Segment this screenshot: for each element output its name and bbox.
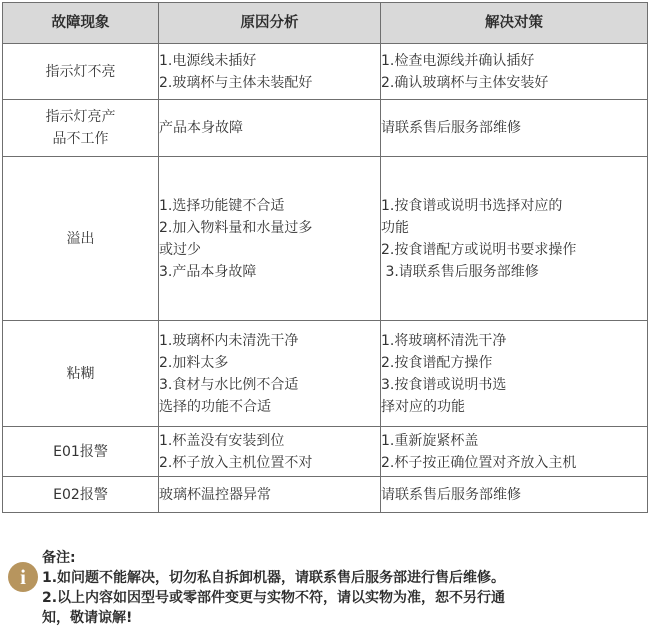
notes-title: 备注: — [42, 550, 76, 566]
symptom-line: E01报警 — [53, 443, 108, 460]
cause-cell — [159, 100, 381, 157]
cause-line: 1.玻璃杯内未清洗干净 — [159, 332, 299, 349]
cause-line: 2.杯子放入主机位置不对 — [159, 454, 313, 471]
symptom-line: 指示灯不亮 — [45, 63, 116, 80]
cause-line: 1.选择功能键不合适 — [159, 197, 285, 214]
notes-section — [8, 548, 643, 628]
troubleshooting-table — [2, 2, 648, 513]
note-line: 1.如问题不能解决，切勿私自拆卸机器，请联系售后服务部进行售后维修。 — [42, 570, 506, 586]
solution-line: 1.按食谱或说明书选择对应的 — [381, 197, 563, 214]
solution-line: 1.将玻璃杯清洗干净 — [381, 332, 507, 349]
cause-line: 2.加入物料量和水量过多 — [159, 219, 313, 236]
symptom-cell — [3, 427, 159, 477]
solution-cell — [381, 100, 648, 157]
cause-line: 选择的功能不合适 — [159, 398, 271, 415]
solution-line: 功能 — [381, 219, 409, 236]
solution-line: 2.按食谱配方或说明书要求操作 — [381, 241, 577, 258]
solution-line: 3.请联系售后服务部维修 — [381, 263, 539, 280]
table-header-row — [3, 3, 648, 44]
solution-line: 择对应的功能 — [381, 398, 465, 415]
symptom-cell — [3, 477, 159, 513]
symptom-line: 品不工作 — [52, 131, 109, 147]
symptom-cell — [3, 321, 159, 427]
note-line: 2.以上内容如因型号或零部件变更与实物不符，请以实物为准，恕不另行通 — [42, 590, 506, 606]
cause-cell — [159, 157, 381, 321]
solution-line: 2.确认玻璃杯与主体安装好 — [381, 74, 549, 91]
cause-line: 2.玻璃杯与主体未装配好 — [159, 74, 313, 91]
cause-line: 1.杯盖没有安装到位 — [159, 432, 285, 449]
solution-cell — [381, 321, 648, 427]
cause-cell — [159, 321, 381, 427]
symptom-cell — [3, 100, 159, 157]
symptom-cell — [3, 157, 159, 321]
info-icon: i — [8, 562, 38, 592]
cause-line: 3.食材与水比例不合适 — [159, 376, 299, 393]
cause-cell — [159, 44, 381, 100]
cause-cell — [159, 427, 381, 477]
symptom-line: E02报警 — [53, 486, 108, 503]
symptom-line: 指示灯亮产 — [45, 109, 116, 125]
cause-cell — [159, 477, 381, 513]
cause-line: 2.加料太多 — [159, 354, 229, 371]
solution-cell — [381, 44, 648, 100]
table-row — [3, 44, 648, 100]
note-line: 知，敬请谅解! — [42, 610, 133, 626]
header-cause: 原因分析 — [159, 3, 381, 44]
cause-line: 1.电源线未插好 — [159, 52, 257, 69]
header-symptom: 故障现象 — [3, 3, 159, 44]
solution-line: 2.杯子按正确位置对齐放入主机 — [381, 454, 577, 471]
table-row — [3, 321, 648, 427]
table-row — [3, 157, 648, 321]
solution-line: 3.按食谱或说明书选 — [381, 376, 507, 393]
cause-line: 或过少 — [159, 241, 201, 258]
solution-cell — [381, 477, 648, 513]
cause-line: 玻璃杯温控器异常 — [159, 486, 271, 503]
solution-line: 请联系售后服务部维修 — [381, 120, 521, 136]
symptom-cell — [3, 44, 159, 100]
solution-line: 2.按食谱配方操作 — [381, 354, 493, 371]
cause-line: 3.产品本身故障 — [159, 263, 257, 280]
solution-line: 1.重新旋紧杯盖 — [381, 432, 479, 449]
table-row — [3, 100, 648, 157]
solution-line: 请联系售后服务部维修 — [381, 486, 521, 503]
notes-text — [42, 548, 642, 628]
solution-cell — [381, 157, 648, 321]
cause-line: 产品本身故障 — [159, 120, 243, 136]
symptom-line: 粘糊 — [66, 365, 95, 382]
table-row — [3, 427, 648, 477]
solution-cell — [381, 427, 648, 477]
table-row — [3, 477, 648, 513]
header-solution: 解决对策 — [381, 3, 648, 44]
solution-line: 1.检查电源线并确认插好 — [381, 52, 535, 69]
symptom-line: 溢出 — [66, 230, 95, 247]
